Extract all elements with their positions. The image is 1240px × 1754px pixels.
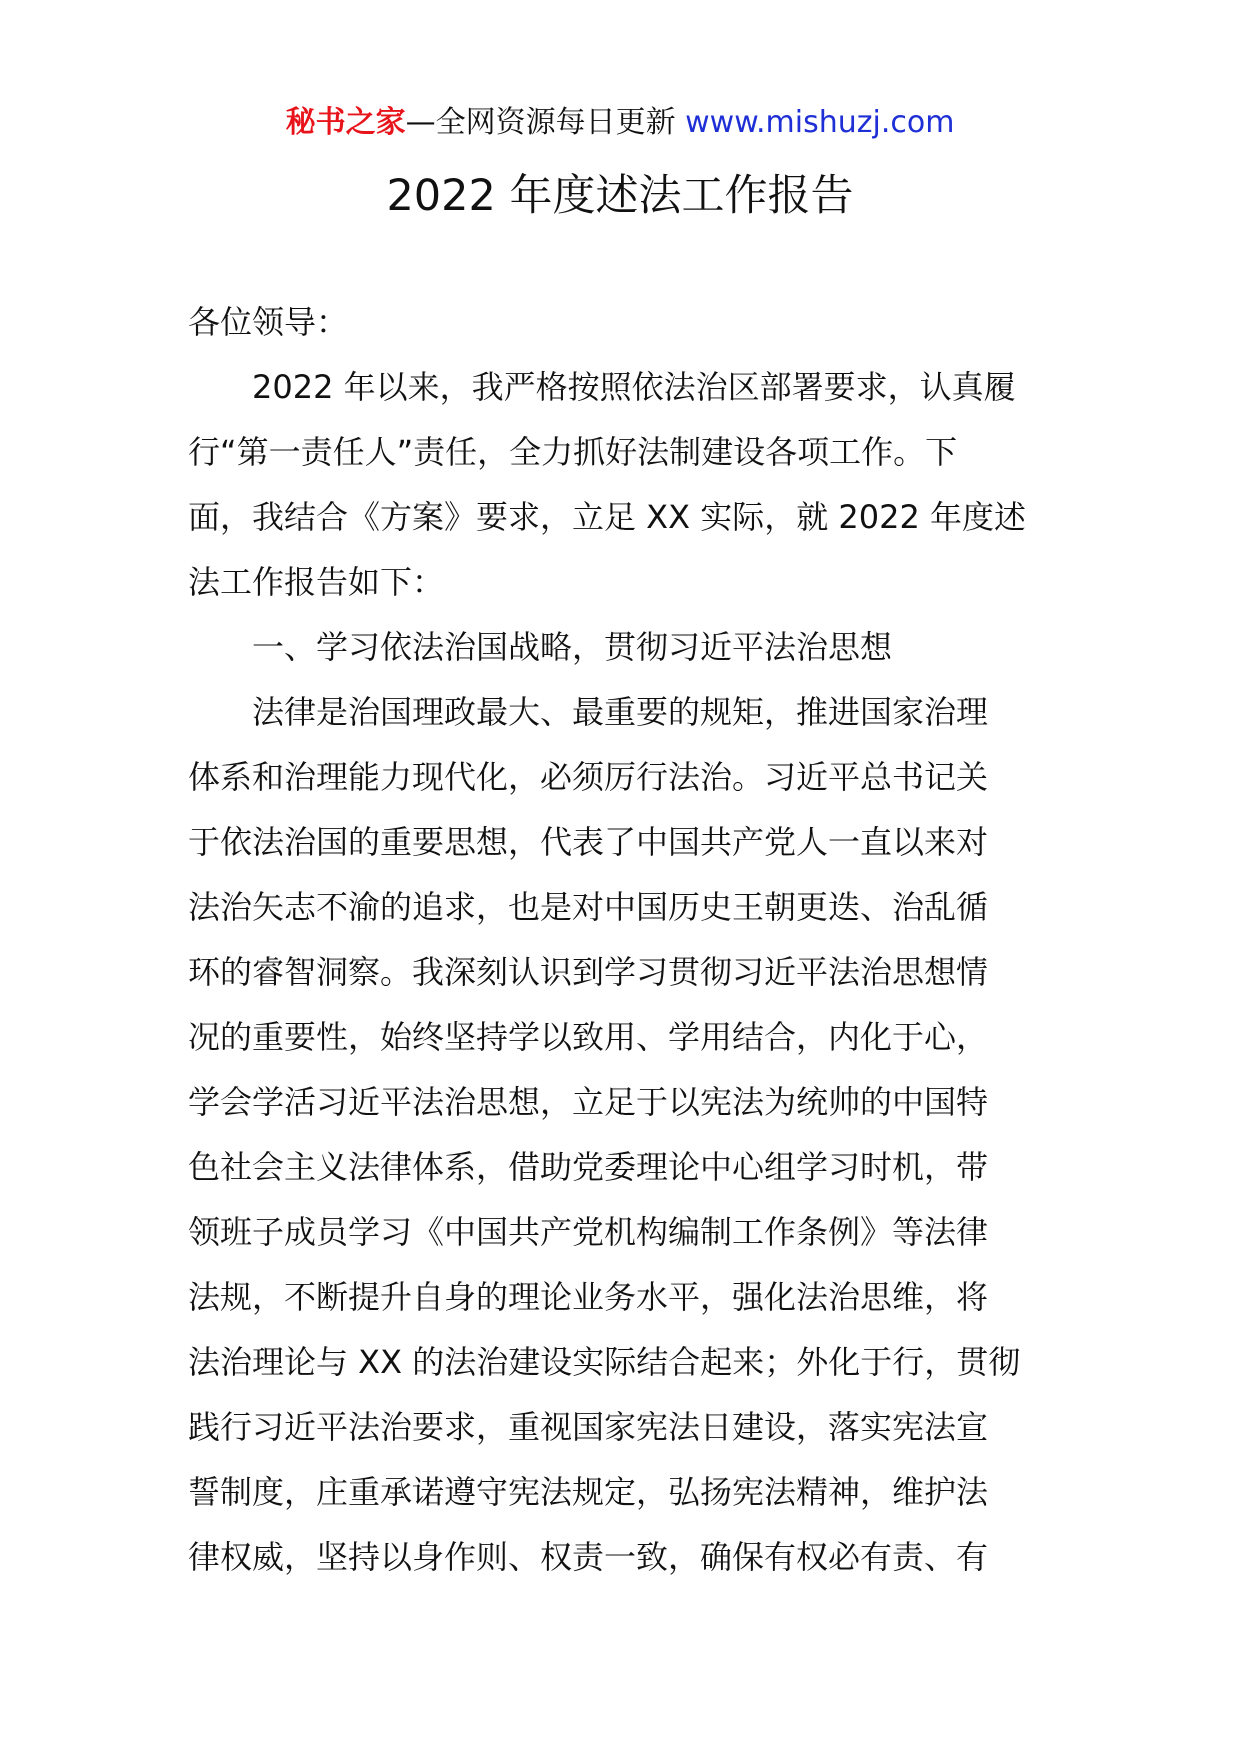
paragraph-line: 环的睿智洞察。我深刻认识到学习贯彻习近平法治思想情 <box>188 953 989 991</box>
paragraph-line: 于依法治国的重要思想，代表了中国共产党人一直以来对 <box>188 823 989 861</box>
paragraph-line: 践行习近平法治要求，重视国家宪法日建设，落实宪法宣 <box>188 1408 989 1446</box>
paragraph-line: 学会学活习近平法治思想，立足于以宪法为统帅的中国特 <box>188 1083 989 1121</box>
paragraph-line: 誓制度，庄重承诺遵守宪法规定，弘扬宪法精神，维护法 <box>188 1473 989 1511</box>
document-title: 2022 年度述法工作报告 <box>386 171 854 221</box>
paragraph-line: 领班子成员学习《中国共产党机构编制工作条例》等法律 <box>188 1213 989 1251</box>
watermark-header <box>0 100 1240 146</box>
paragraph-line: 律权威，坚持以身作则、权责一致，确保有权必有责、有 <box>188 1538 989 1576</box>
paragraph-line: 行“第一责任人”责任，全力抓好法制建设各项工作。下 <box>188 433 958 471</box>
header-tagline: —全网资源每日更新 <box>405 105 686 140</box>
document-body <box>188 290 1054 1590</box>
brand-name: 秘书之家 <box>285 105 406 140</box>
paragraph-line: 法律是治国理政最大、最重要的规矩，推进国家治理 <box>252 693 989 731</box>
paragraph-line: 体系和治理能力现代化，必须厉行法治。习近平总书记关 <box>188 758 989 796</box>
paragraph-line: 法治矢志不渝的追求，也是对中国历史王朝更迭、治乱循 <box>188 888 989 926</box>
paragraph-line: 况的重要性，始终坚持学以致用、学用结合，内化于心， <box>188 1018 989 1056</box>
paragraph-line: 2022 年以来，我严格按照依法治区部署要求，认真履 <box>252 368 1016 406</box>
site-url-link[interactable]: www.mishuzj.com <box>685 105 955 140</box>
salutation: 各位领导： <box>188 303 349 341</box>
section-heading: 一、学习依法治国战略，贯彻习近平法治思想 <box>252 628 893 666</box>
paragraph-line: 法工作报告如下： <box>188 563 445 601</box>
paragraph-line: 面，我结合《方案》要求，立足 XX 实际，就 2022 年度述 <box>188 498 1026 536</box>
paragraph-line: 法治理论与 XX 的法治建设实际结合起来；外化于行，贯彻 <box>188 1343 1021 1381</box>
paragraph-line: 色社会主义法律体系，借助党委理论中心组学习时机，带 <box>188 1148 989 1186</box>
paragraph-line: 法规，不断提升自身的理论业务水平，强化法治思维，将 <box>188 1278 989 1316</box>
